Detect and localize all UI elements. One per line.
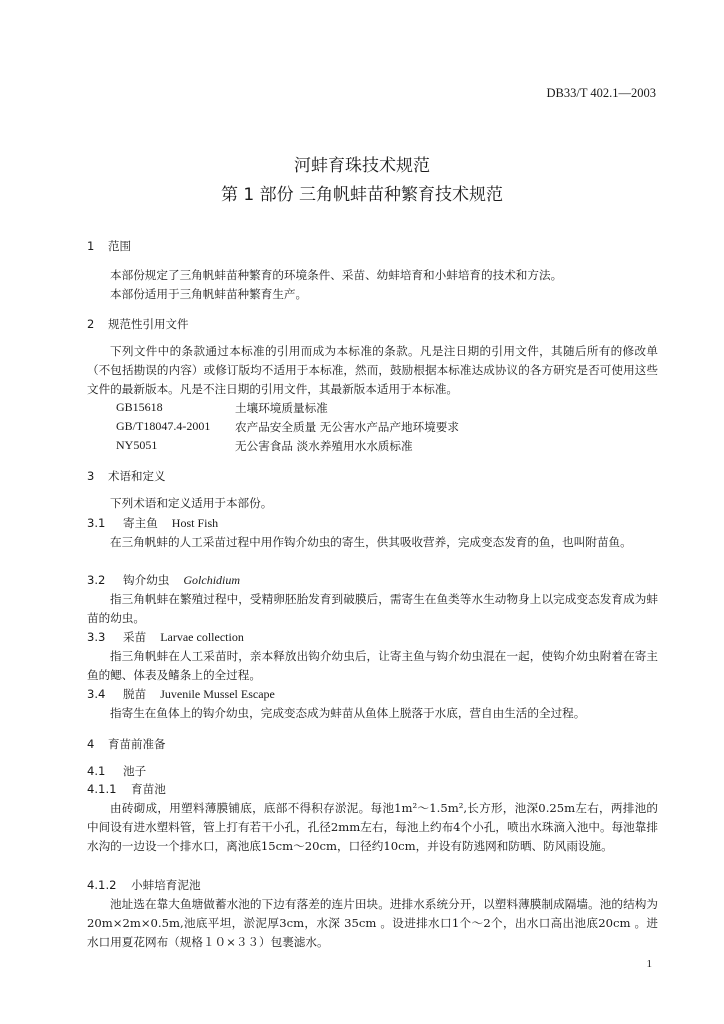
terms-intro: 下列术语和定义适用于本部份。 [110,496,273,510]
subsection-title: 池子 [123,764,147,778]
reference-code: GB15618 [116,400,163,414]
section-number: 4 [87,737,95,751]
term-name: 寄主鱼 [123,516,158,530]
term-english: Host Fish [171,516,219,530]
section-number: 1 [87,239,95,253]
mud-pond-paragraph: 池址选在靠大鱼塘做蓄水池的下边有落差的连片田块。进排水系统分开，以塑料薄膜制成隔墙。池的结构为20m×2m×0.5m,池底平坦，淤泥厚3cm，水深 35cm 。设进排水口1个～2个，出水口高出池底20cm 。进水口用夏花网布（规格１０×３３）包裹滤水。 [87,897,658,950]
subsection-heading [87,877,201,893]
term-name: 钩介幼虫 [123,573,170,587]
term-name: 脱苗 [123,687,147,701]
term-heading [87,629,244,645]
scope-paragraph-1: 本部份规定了三角帆蚌苗种繁育的环境条件、采苗、幼蚌培育和小蚌培育的技术和方法。 [110,268,563,282]
nursery-pond-paragraph: 由砖砌成，用塑料薄膜铺底，底部不得积存淤泥。每池1m²～1.5m²,长方形，池深0.25m左右，两排池的中间设有进水塑料管，管上打有若干小孔，孔径2mm左右，每池上约布4个小孔，喷出水珠滴入池中。每池靠排水沟的一边设一个排水口，离池底15cm～20cm，口径约10cm，并设有防逃网和防晒、防风雨设施。 [87,801,658,854]
section-1-heading [87,238,131,254]
term-heading [87,515,218,531]
term-definition: 指三角帆蚌在人工采苗时，亲本释放出钩介幼虫后，让寄主鱼与钩介幼虫混在一起，使钩介幼虫附着在寄主鱼的鳃、体表及鳍条上的全过程。 [87,649,658,683]
subsection-title: 小蚌培育泥池 [131,878,201,892]
section-number: 2 [87,317,95,331]
reference-title: 土壤环境质量标准 [235,401,328,415]
section-3-heading [87,468,165,484]
section-title: 术语和定义 [107,469,166,483]
references-paragraph: 下列文件中的条款通过本标准的引用而成为本标准的条款。凡是注日期的引用文件，其随后所有的修改单（不包括勘误的内容）或修订版均不适用于本标准，然而，鼓励根据本标准达成协议的各方研究是否可使用这些文件的最新版本。凡是不注日期的引用文件，其最新版本适用于本标准。 [87,344,658,397]
reference-title: 无公害食品 淡水养殖用水水质标准 [235,439,413,453]
section-title: 范围 [107,239,131,253]
term-name: 采苗 [123,630,147,644]
section-4-heading [87,736,165,752]
term-heading [87,572,240,588]
section-title: 育苗前准备 [107,737,166,751]
subsection-number: 4.1.2 [87,878,117,892]
term-number: 3.4 [87,687,106,701]
section-2-heading [87,316,188,332]
page-number: 1 [646,958,652,970]
term-number: 3.2 [87,573,106,587]
subsection-number: 4.1 [87,764,106,778]
standard-code: DB33/T 402.1—2003 [546,86,656,100]
reference-code: GB/T18047.4-2001 [116,419,211,433]
term-heading [87,686,275,702]
subsection-heading [87,763,146,779]
term-english: Larvae collection [160,630,244,644]
reference-title: 农产品安全质量 无公害水产品产地环境要求 [235,420,459,434]
term-english: Juvenile Mussel Escape [160,687,275,701]
document-subtitle: 第 1 部份 三角帆蚌苗种繁育技术规范 [220,185,504,205]
document-title: 河蚌育珠技术规范 [294,156,430,176]
term-definition: 在三角帆蚌的人工采苗过程中用作钩介幼虫的寄生，供其吸收营养，完成变态发育的鱼，也叫附苗鱼。 [110,535,632,549]
term-definition: 指寄生在鱼体上的钩介幼虫，完成变态成为蚌苗从鱼体上脱落于水底，营自由生活的全过程。 [110,706,586,720]
term-english: Golchidium [183,573,241,587]
scope-paragraph-2: 本部份适用于三角帆蚌苗种繁育生产。 [110,287,308,301]
term-definition: 指三角帆蚌在繁殖过程中，受精卵胚胎发育到破膜后，需寄生在鱼类等水生动物身上以完成变态发育成为蚌苗的幼虫。 [87,592,658,626]
section-number: 3 [87,469,95,483]
reference-code: NY5051 [116,438,158,452]
subsection-heading [87,781,166,797]
term-number: 3.1 [87,516,106,530]
term-number: 3.3 [87,630,106,644]
subsection-number: 4.1.1 [87,782,117,796]
section-title: 规范性引用文件 [107,317,189,331]
subsection-title: 育苗池 [131,782,166,796]
